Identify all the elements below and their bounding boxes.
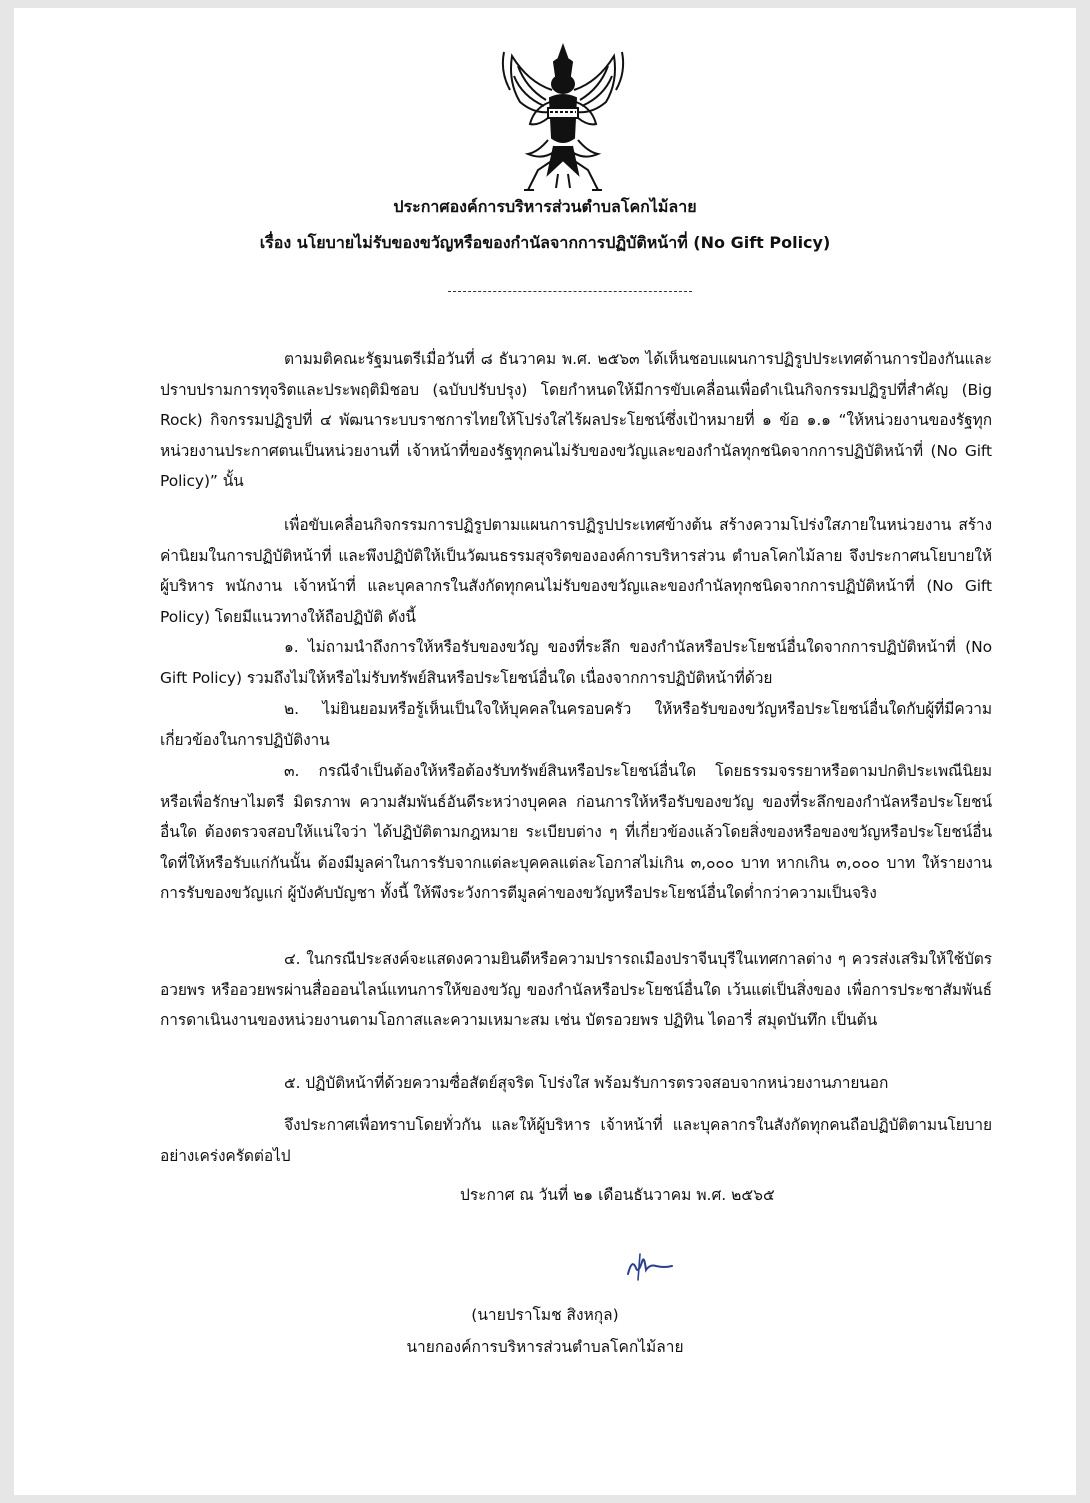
paragraph-1: ตามมติคณะรัฐมนตรีเมื่อวันที่ ๘ ธันวาคม พ.ศ. ๒๕๖๓ ได้เห็นชอบแผนการปฏิรูปประเทศด้านการป้องกันและปราบปรามการทุจริตและประพฤติมิชอบ (ฉบับปรับปรุง) โดยกำหนดให้มีการขับเคลื่อนเพื่อดำเนินกิจกรรมปฏิรูปที่สำคัญ (Big Rock) กิจกรรมปฏิรูปที่ ๔ พัฒนาระบบราชการไทยให้โปร่งใสไร้ผลประโยชน์ซึ่งเป้าหมายที่ ๑ ข้อ ๑.๑ “ให้หน่วยงานของรัฐทุกหน่วยงานประกาศตนเป็นหน่วยงานที่ เจ้าหน้าที่ของรัฐทุกคนไม่รับของขวัญและของกำนัลทุกชนิดจากการปฏิบัติหน้าที่ (No Gift Policy)” นั้น [160, 350, 992, 490]
closing-paragraph: จึงประกาศเพื่อทราบโดยทั่วกัน และให้ผู้บริหาร เจ้าหน้าที่ และบุคลากรในสังกัดทุกคนถือปฏิบัติตามนโยบายอย่างเคร่งครัดต่อไป [160, 1116, 992, 1165]
paragraph-2: เพื่อขับเคลื่อนกิจกรรมการปฏิรูปตามแผนการปฏิรูปประเทศข้างต้น สร้างความโปร่งใสภายในหน่วยงาน สร้างค่านิยมในการปฏิบัติหน้าที่ และพึงปฏิบัติให้เป็นวัฒนธรรมสุจริตขององค์การบริหารส่วน ตำบลโคกไม้ลาย จึงประกาศนโยบายให้ผู้บริหาร พนักงาน เจ้าหน้าที่ และบุคลากรในสังกัดทุกคนไม่รับของขวัญและของกำนัลทุกชนิดจากการปฏิบัติหน้าที่ (No Gift Policy) โดยมีแนวทางให้ถือปฏิบัติ ดังนี้ [160, 516, 992, 626]
policy-item-5: ๕. ปฏิบัติหน้าที่ด้วยความซื่อสัตย์สุจริต โปร่งใส พร้อมรับการตรวจสอบจากหน่วยงานภายนอก [284, 1074, 889, 1092]
policy-item-3: ๓. กรณีจำเป็นต้องให้หรือต้องรับทรัพย์สินหรือประโยชน์อื่นใด โดยธรรมจรรยาหรือตามปกติประเพณีนิยม หรือเพื่อรักษาไมตรี มิตรภาพ ความสัมพันธ์อันดีระหว่างบุคคล ก่อนการให้หรือรับของขวัญ ของที่ระลึกของกำนัลหรือประโยชน์อื่นใด ต้องตรวจสอบให้แน่ใจว่า ได้ปฏิบัติตามกฎหมาย ระเบียบต่าง ๆ ที่เกี่ยวข้องแล้วโดยสิ่งของหรือของขวัญหรือประโยชน์อื่นใดที่ให้หรือรับแก่กันนั้น ต้องมีมูลค่าในการรับจากแต่ละบุคคลแต่ละโอกาสไม่เกิน ๓,๐๐๐ บาท หากเกิน ๓,๐๐๐ บาท ให้รายงานการรับของขวัญแก่ ผู้บังคับบัญชา ทั้งนี้ ให้พึงระวังการตีมูลค่าของขวัญหรือประโยชน์อื่นใดต่ำกว่าความเป็นจริง [160, 762, 992, 902]
announcement-date: ประกาศ ณ วันที่ ๒๑ เดือนธันวาคม พ.ศ. ๒๕๖๕ [460, 1186, 775, 1204]
garuda-emblem-icon [498, 42, 628, 194]
announcement-title: ประกาศองค์การบริหารส่วนตำบลโคกไม้ลาย [393, 197, 697, 216]
signer-name: (นายปราโมช สิงหกุล) [471, 1306, 619, 1324]
policy-item-4: ๔. ในกรณีประสงค์จะแสดงความยินดีหรือความปรารถเมืองปราจีนบุรีในเทศกาลต่าง ๆ ควรส่งเสริมให้ใช้บัตรอวยพร หรืออวยพรผ่านสื่อออนไลน์แทนการให้ของขวัญ ของกำนัลหรือประโยชน์อื่นใด เว้นแต่เป็นสิ่งของ เพื่อการประชาสัมพันธ์การดาเนินงานของหน่วยงานตามโอกาสและความเหมาะสม เช่น บัตรอวยพร ปฏิทิน ไดอารี่ สมุดบันทึก เป็นต้น [160, 950, 992, 1029]
signer-position: นายกองค์การบริหารส่วนตำบลโคกไม้ลาย [406, 1338, 684, 1356]
signature-icon [622, 1244, 678, 1284]
policy-item-1: ๑. ไม่ถามนำถึงการให้หรือรับของขวัญ ของที่ระลึก ของกำนัลหรือประโยชน์อื่นใดจากการปฏิบัติหน้าที่ (No Gift Policy) รวมถึงไม่ให้หรือไม่รับทรัพย์สินหรือประโยชน์อื่นใด เนื่องจากการปฏิบัติหน้าที่ด้วย [160, 638, 992, 687]
policy-item-2: ๒. ไม่ยินยอมหรือรู้เห็นเป็นใจให้บุคคลในครอบครัว ให้หรือรับของขวัญหรือประโยชน์อื่นใดกับผู้ที่มีความเกี่ยวข้องในการปฏิบัติงาน [160, 700, 992, 749]
document-page [14, 8, 1076, 1495]
title-divider [448, 291, 692, 292]
announcement-subject: เรื่อง นโยบายไม่รับของขวัญหรือของกำนัลจากการปฏิบัติหน้าที่ (No Gift Policy) [259, 233, 831, 252]
